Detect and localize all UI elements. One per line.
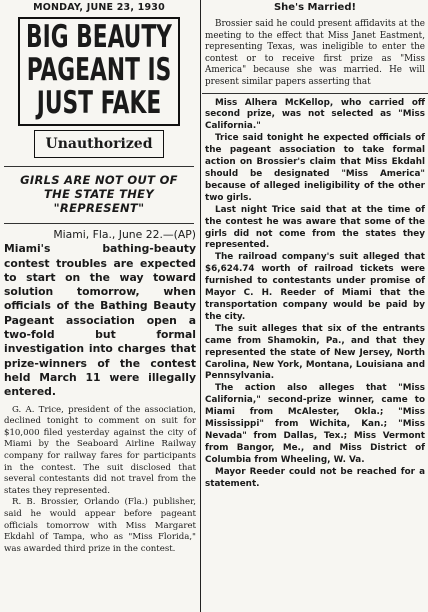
divider-rule <box>4 223 194 224</box>
deck-line-3: "REPRESENT" <box>53 201 145 215</box>
deck-line-1: GIRLS ARE NOT OUT OF <box>20 173 178 187</box>
deck-headline <box>4 173 194 215</box>
lead-dateline-block <box>4 228 196 242</box>
body-paragraph: R. B. Brossier, Orlando (Fla.) publisher, said he would appear before pageant officials tomorrow with Miss Margaret Ekdahl of Tampa, who as "Miss Florida," was awarded third prize in the contest. <box>4 497 196 554</box>
headline-line-1: BIG BEAUTY <box>26 19 172 55</box>
paragraph: Last night Trice said that at the time of the contest he was aware that some of the girls did not come from the states they represented. <box>205 204 425 251</box>
paragraph: Trice said tonight he expected officials of the pageant association to take formal action on Brossier's claim that Miss Ekdahl should be designated "Miss America" because of alleged ineligibility of the other two girls. <box>205 133 425 203</box>
headline-line-2: PAGEANT IS <box>26 52 172 88</box>
paragraph: Mayor Reeder could not be reached for a statement. <box>205 466 425 489</box>
left-column <box>0 0 198 612</box>
body-text <box>4 405 196 556</box>
paragraph: The railroad company's suit alleged that $6,624.74 worth of railroad tickets were furnished to contestants under promise of Mayor C. H. Reeder of Miami that the transportation company would be paid by the city. <box>205 252 425 322</box>
subhead: Unauthorized <box>34 130 164 158</box>
paragraph: Brossier said he could present affidavits at the meeting to the effect that Miss Janet Eastment, representing Texas, was ineligible to enter the contest or to receive first prize as "Miss America" because she was married. He will present similar papers asserting that <box>205 19 425 87</box>
paragraph: The suit alleges that six of the entrants came from Shamokin, Pa., and that they represented the state of New Jersey, North Carolina, New York, Montana, Louisiana and Pennsylvania. <box>205 323 425 382</box>
lead-paragraph: Miami's bathing-beauty contest troubles are expected to start on the way toward solution tomorrow, when officials of the Bathing Beauty Pageant association open a two-fold but formal investigation into charges that prize-winners of the contest held March 11 were illegally entered. <box>4 242 196 399</box>
headline-line-3: JUST FAKE <box>36 85 162 121</box>
column-divider <box>200 0 201 612</box>
right-column <box>202 0 428 612</box>
lead-dateline: Miami, Fla., June 22.—(AP) <box>53 228 196 241</box>
paragraph: The action also alleges that "Miss California," second-prize winner, came to Miami from McAlester, Okla.; "Miss Mississippi" from Wichita, Kan.; "Miss Nevada" from Dallas, Tex.; Miss Vermont from Bangor, Me., and Miss District of Columbia from Wheeling, W. Va. <box>205 383 425 465</box>
headline-box <box>18 17 180 126</box>
paragraph: Miss Alhera McKellop, who carried off second prize, was not selected as "Miss California." <box>205 97 425 132</box>
deck-line-2: THE STATE THEY <box>44 187 154 201</box>
body-paragraph: G. A. Trice, president of the association, declined tonight to comment on suit for $10,000 filed yesterday against the city of Miami by the Seaboard Airline Railway company for railway fares for participants in the contest. The suit disclosed that several contestants did not travel from the states they represented. <box>4 404 196 496</box>
divider-rule <box>4 166 194 167</box>
section-heading: She's Married! <box>273 2 357 13</box>
divider-rule <box>202 93 428 94</box>
issue-dateline: MONDAY, JUNE 23, 1930 <box>33 2 165 13</box>
